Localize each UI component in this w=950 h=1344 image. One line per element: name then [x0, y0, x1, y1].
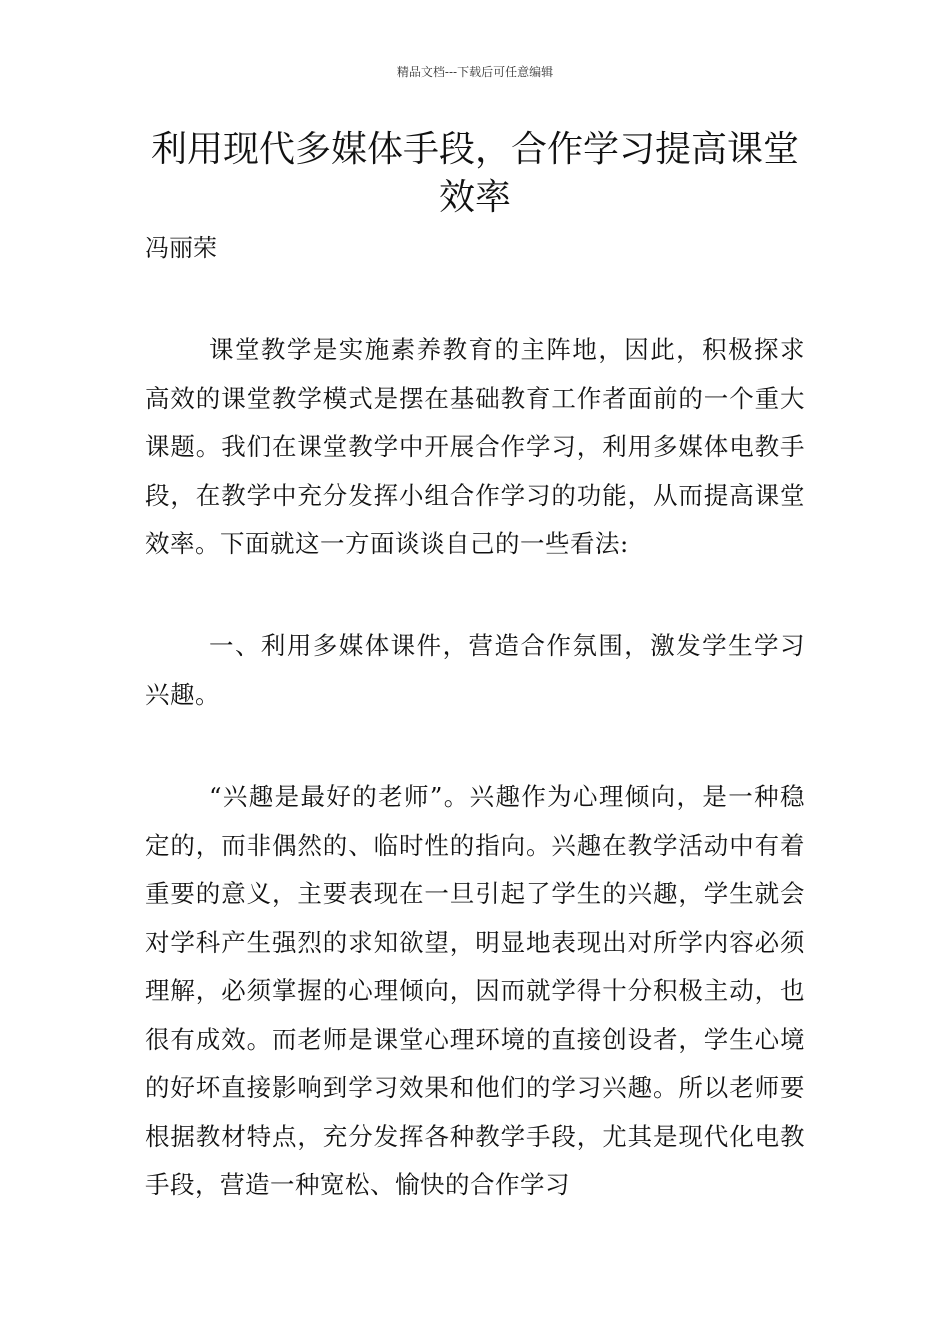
section-heading-1: 一、利用多媒体课件，营造合作氛围，激发学生学习兴趣。	[145, 631, 805, 709]
paragraph-interest: “兴趣是最好的老师”。兴趣作为心理倾向，是一种稳定的，而非偶然的、临时性的指向。兴趣在教学活动中有着重要的意义，主要表现在一旦引起了学生的兴趣，学生就会对学科产生强烈的求知欲望，明显地表现出对所学内容必须理解，必须掌握的心理倾向，因而就学得十分积极主动，也很有成效。而老师是课堂心理环境的直接创设者，学生心境的好坏直接影响到学习效果和他们的学习兴趣。所以老师要根据教材特点，充分发挥各种教学手段，尤其是现代化电教手段，营造一种宽松、愉快的合作学习	[145, 782, 805, 1199]
header-watermark: 精品文档---下载后可任意编辑	[396, 65, 554, 79]
paragraph-intro: 课堂教学是实施素养教育的主阵地，因此，积极探求高效的课堂教学模式是摆在基础教育工作者面前的一个重大课题。我们在课堂教学中开展合作学习，利用多媒体电教手段，在教学中充分发挥小组合作学习的功能，从而提高课堂效率。下面就这一方面谈谈自己的一些看法:	[145, 335, 805, 558]
article-title: 利用现代多媒体手段，合作学习提高课堂效率	[150, 129, 799, 218]
author-name: 冯丽荣	[145, 234, 217, 262]
